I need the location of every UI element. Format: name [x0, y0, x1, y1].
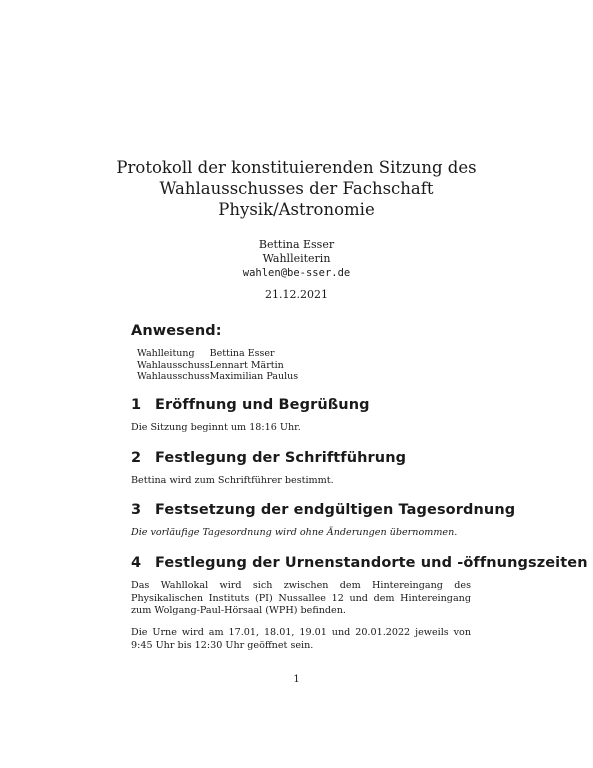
table-row — [137, 348, 298, 360]
table-row — [137, 360, 298, 372]
attendee-role: Wahlausschuss — [137, 359, 210, 371]
section-4-paragraph-2: Die Urne wird am 17.01, 18.01, 19.01 und 20.01.2022 jeweils von 9:45 Uhr bis 12:30 Uhr geöffnet sein. — [131, 627, 471, 651]
attendee-role: Wahlausschuss — [137, 371, 210, 382]
section-3-paragraph: Die vorläufige Tagesordnung wird ohne Änderungen übernommen. — [131, 527, 458, 538]
document-date: 21.12.2021 — [265, 288, 328, 301]
title-line-3: Physik/Astronomie — [218, 200, 375, 219]
document-title — [0, 157, 593, 220]
section-number: 2 — [131, 450, 142, 466]
section-heading-1 — [131, 397, 370, 413]
attendee-name: Lennart Märtin — [209, 359, 284, 371]
author-block — [0, 238, 593, 280]
author-name: Bettina Esser — [258, 238, 335, 251]
attendance-heading: Anwesend: — [131, 323, 222, 339]
section-heading-4 — [131, 555, 588, 571]
author-email: wahlen@be-sser.de — [242, 267, 351, 279]
author-role: Wahlleiterin — [262, 252, 331, 265]
title-line-2: Wahlausschusses der Fachschaft — [159, 179, 434, 198]
attendance-table — [137, 348, 298, 383]
section-title: Festlegung der Urnenstandorte und -öffnungszeiten — [155, 555, 588, 571]
page-number: 1 — [293, 674, 300, 685]
attendee-role: Wahlleitung — [137, 348, 195, 359]
table-row — [137, 371, 298, 383]
section-title: Festlegung der Schriftführung — [155, 450, 407, 466]
title-line-1: Protokoll der konstituierenden Sitzung des — [116, 158, 477, 177]
section-1-paragraph: Die Sitzung beginnt um 18:16 Uhr. — [131, 422, 301, 433]
section-title: Festsetzung der endgültigen Tagesordnung — [155, 502, 516, 518]
attendee-name: Bettina Esser — [209, 348, 275, 359]
section-heading-3 — [131, 502, 515, 518]
attendee-name: Maximilian Paulus — [209, 371, 299, 382]
section-number: 3 — [131, 502, 142, 518]
section-title: Eröffnung und Begrüßung — [155, 397, 370, 413]
section-heading-2 — [131, 450, 406, 466]
section-number: 1 — [131, 397, 142, 413]
section-2-paragraph: Bettina wird zum Schriftführer bestimmt. — [131, 475, 334, 486]
section-number: 4 — [131, 555, 142, 571]
section-4-paragraph-1: Das Wahllokal wird sich zwischen dem Hintereingang des Physikalischen Instituts (PI) Nussallee 12 und dem Hintereingang zum Wolgang-Paul-Hörsaal (WPH) befinden. — [131, 580, 471, 616]
